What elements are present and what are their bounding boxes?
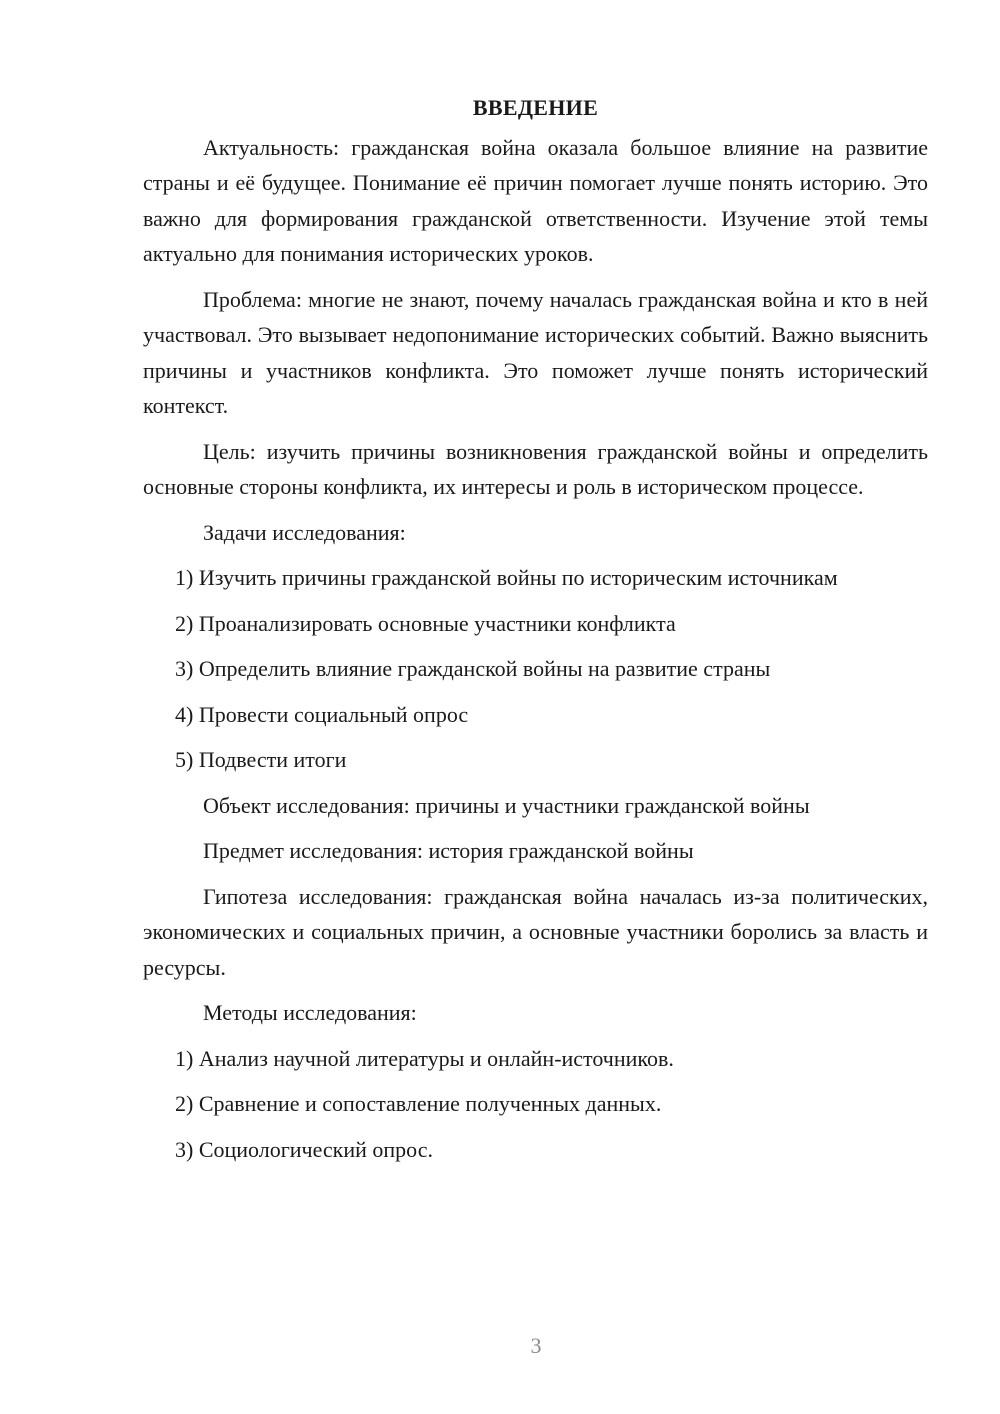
list-item: 2) Проанализировать основные участники конфликта [175, 610, 676, 636]
list-item: 3) Социологический опрос. [175, 1136, 433, 1162]
hypothesis-paragraph: Гипотеза исследования: гражданская война началась из-за политических, экономических и социальных причин, а основные участники боролись за власть и ресурсы. [143, 883, 928, 980]
list-item: 1) Анализ научной литературы и онлайн-источников. [175, 1045, 674, 1071]
methods-list [143, 1041, 928, 1168]
list-item: 1) Изучить причины гражданской войны по историческим источникам [175, 565, 838, 590]
list-item: 5) Подвести итоги [175, 747, 347, 772]
document-page [143, 90, 928, 1177]
problem-paragraph: Проблема: многие не знают, почему началась гражданская война и кто в ней участвовал. Это вызывает недопонимание исторических событий. Важно выяснить причины и участников конфликта. Это поможет лучше понять исторический контекст. [143, 286, 928, 418]
page-title: ВВЕДЕНИЕ [472, 95, 599, 120]
subject-line: Предмет исследования: история гражданской войны [203, 838, 694, 863]
goal-paragraph: Цель: изучить причины возникновения гражданской войны и определить основные стороны конфликта, их интересы и роль в историческом процессе. [143, 438, 928, 499]
methods-label: Методы исследования: [203, 1000, 417, 1025]
object-line: Объект исследования: причины и участники гражданской войны [203, 792, 810, 818]
list-item: 2) Сравнение и сопоставление полученных данных. [175, 1091, 662, 1116]
relevance-paragraph: Актуальность: гражданская война оказала большое влияние на развитие страны и её будущее. Понимание её причин помогает лучше понять историю. Это важно для формирования гражданской ответственности. Изучение этой темы актуально для понимания исторических уроков. [143, 134, 928, 266]
list-item: 3) Определить влияние гражданской войны на развитие страны [175, 656, 771, 681]
tasks-list [143, 560, 928, 778]
page-number: 3 [530, 1333, 542, 1358]
tasks-label: Задачи исследования: [203, 519, 406, 545]
list-item: 4) Провести социальный опрос [175, 701, 469, 727]
